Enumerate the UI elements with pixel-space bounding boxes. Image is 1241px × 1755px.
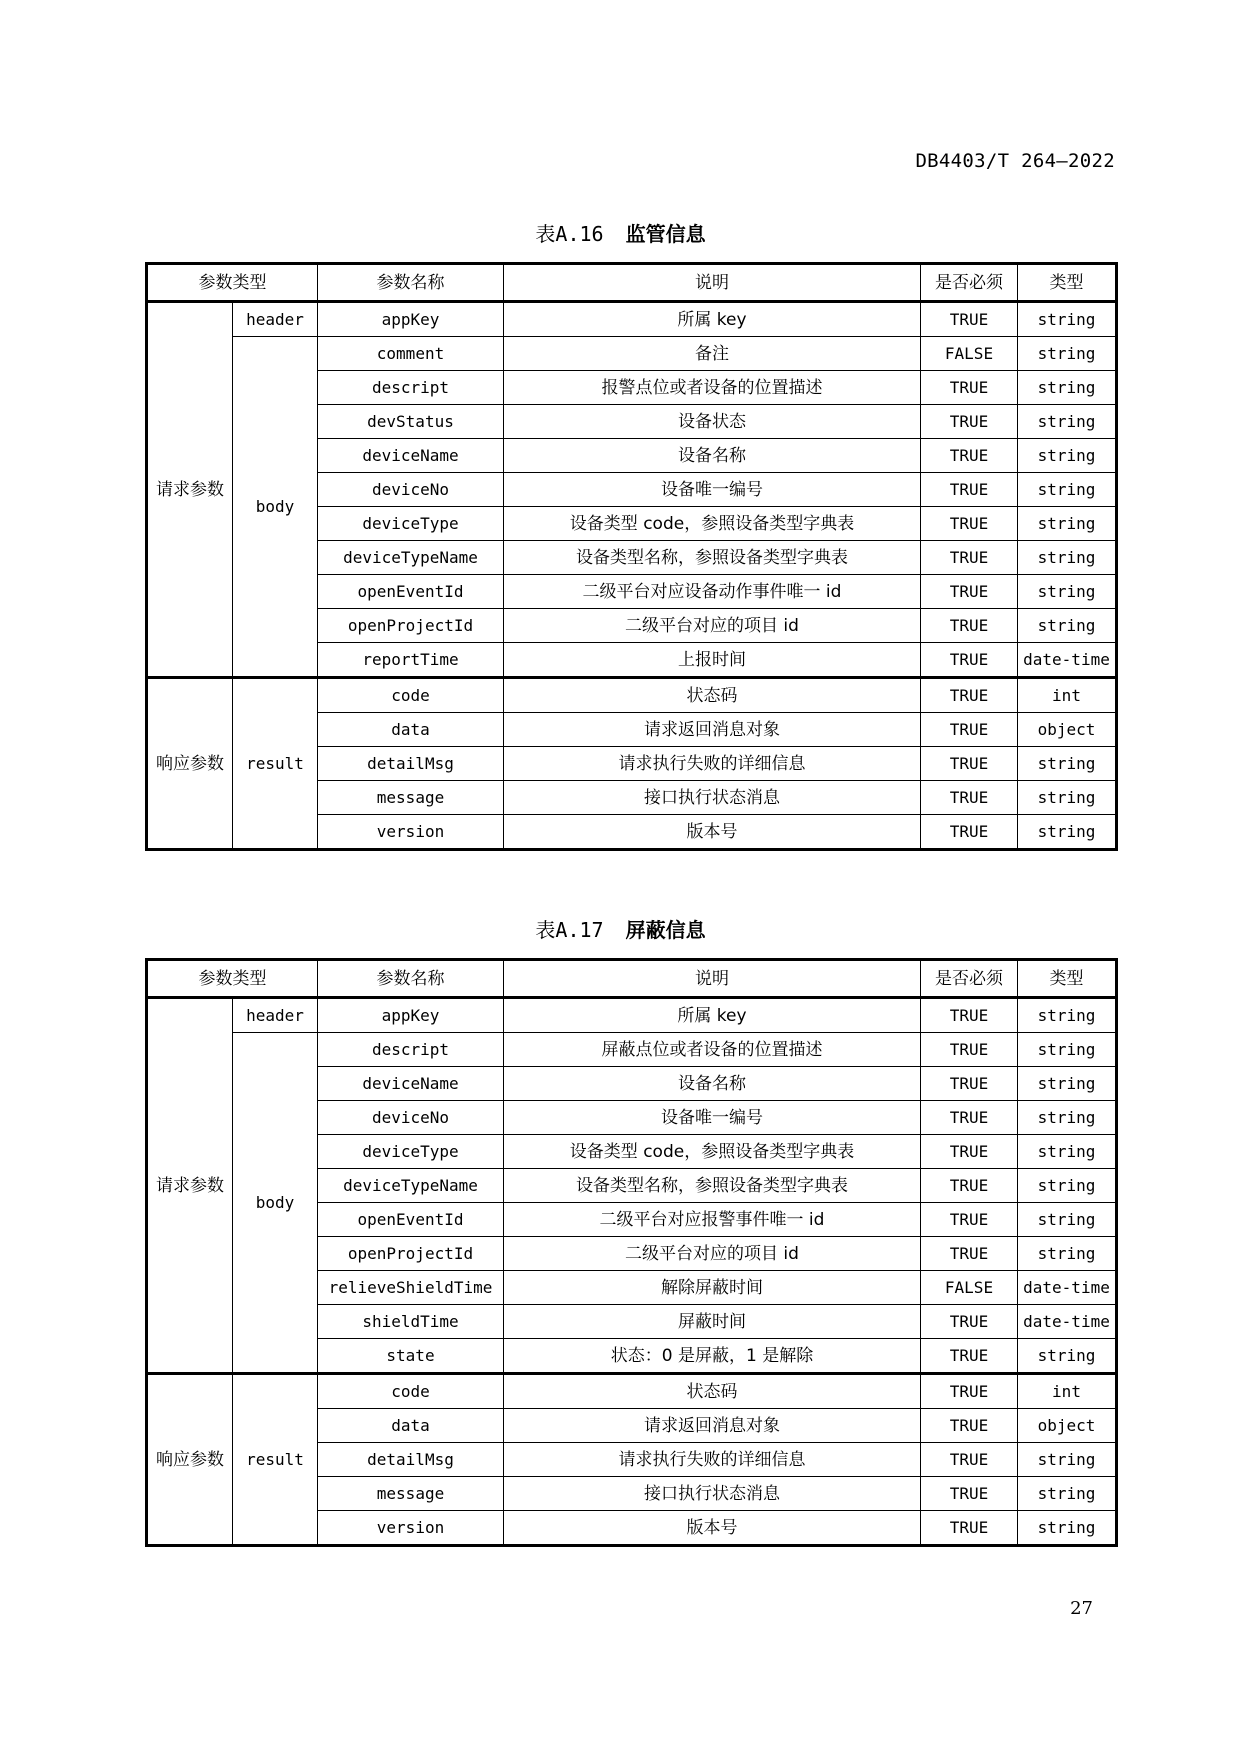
- param-name: relieveShieldTime: [318, 1271, 504, 1305]
- param-description: 状态码: [504, 1374, 921, 1409]
- param-type: string: [1018, 302, 1117, 337]
- param-description: 所属 key: [504, 302, 921, 337]
- param-name: openProjectId: [318, 1237, 504, 1271]
- param-type: string: [1018, 575, 1117, 609]
- param-type: string: [1018, 747, 1117, 781]
- table-caption: 屏蔽信息: [625, 918, 706, 942]
- param-required: TRUE: [921, 473, 1018, 507]
- param-description: 所属 key: [504, 998, 921, 1033]
- param-required: TRUE: [921, 1067, 1018, 1101]
- param-required: TRUE: [921, 1203, 1018, 1237]
- col-type: 类型: [1018, 264, 1117, 302]
- param-name: reportTime: [318, 643, 504, 678]
- table-a17-title: [0, 914, 1241, 943]
- param-description: 二级平台对应报警事件唯一 id: [504, 1203, 921, 1237]
- param-description: 版本号: [504, 815, 921, 850]
- param-name: deviceTypeName: [318, 1169, 504, 1203]
- param-description: 设备唯一编号: [504, 1101, 921, 1135]
- param-required: TRUE: [921, 507, 1018, 541]
- col-param-type: 参数类型: [147, 264, 318, 302]
- param-type: string: [1018, 1169, 1117, 1203]
- param-description: 二级平台对应设备动作事件唯一 id: [504, 575, 921, 609]
- param-name: appKey: [318, 998, 504, 1033]
- table-a16-title: [0, 218, 1241, 247]
- param-description: 解除屏蔽时间: [504, 1271, 921, 1305]
- param-description: 请求返回消息对象: [504, 713, 921, 747]
- param-description: 请求执行失败的详细信息: [504, 1443, 921, 1477]
- table-row: [147, 1374, 1117, 1409]
- param-description: 设备类型名称，参照设备类型字典表: [504, 541, 921, 575]
- table-row: [147, 998, 1117, 1033]
- param-name: code: [318, 1374, 504, 1409]
- col-description: 说明: [504, 264, 921, 302]
- param-type: string: [1018, 781, 1117, 815]
- param-description: 屏蔽点位或者设备的位置描述: [504, 1033, 921, 1067]
- param-required: TRUE: [921, 439, 1018, 473]
- param-name: detailMsg: [318, 747, 504, 781]
- request-params-label: 请求参数: [147, 302, 233, 678]
- param-description: 设备状态: [504, 405, 921, 439]
- param-name: message: [318, 1477, 504, 1511]
- param-name: detailMsg: [318, 1443, 504, 1477]
- param-name: devStatus: [318, 405, 504, 439]
- param-description: 设备名称: [504, 439, 921, 473]
- param-required: FALSE: [921, 337, 1018, 371]
- header-group-label: header: [233, 302, 318, 337]
- param-description: 状态：0 是屏蔽，1 是解除: [504, 1339, 921, 1374]
- param-required: TRUE: [921, 1101, 1018, 1135]
- param-required: TRUE: [921, 1339, 1018, 1374]
- param-type: string: [1018, 439, 1117, 473]
- param-name: openEventId: [318, 575, 504, 609]
- param-description: 接口执行状态消息: [504, 1477, 921, 1511]
- param-required: TRUE: [921, 1135, 1018, 1169]
- table-row: [147, 1033, 1117, 1067]
- param-name: descript: [318, 1033, 504, 1067]
- header-group-label: header: [233, 998, 318, 1033]
- param-required: TRUE: [921, 1033, 1018, 1067]
- param-name: deviceName: [318, 1067, 504, 1101]
- param-description: 二级平台对应的项目 id: [504, 1237, 921, 1271]
- result-group-label: result: [233, 678, 318, 850]
- body-group-label: body: [233, 337, 318, 678]
- param-type: object: [1018, 1409, 1117, 1443]
- table-number: 表A.17: [535, 918, 604, 942]
- param-type: string: [1018, 541, 1117, 575]
- param-required: TRUE: [921, 1409, 1018, 1443]
- param-name: comment: [318, 337, 504, 371]
- param-type: string: [1018, 473, 1117, 507]
- param-name: deviceNo: [318, 1101, 504, 1135]
- param-description: 二级平台对应的项目 id: [504, 609, 921, 643]
- table-row: [147, 302, 1117, 337]
- request-params-label: 请求参数: [147, 998, 233, 1374]
- param-type: string: [1018, 1067, 1117, 1101]
- param-required: FALSE: [921, 1271, 1018, 1305]
- param-name: appKey: [318, 302, 504, 337]
- param-name: openProjectId: [318, 609, 504, 643]
- table-row: [147, 337, 1117, 371]
- param-required: TRUE: [921, 405, 1018, 439]
- param-name: openEventId: [318, 1203, 504, 1237]
- param-required: TRUE: [921, 747, 1018, 781]
- param-name: deviceNo: [318, 473, 504, 507]
- page-number: 27: [1070, 1598, 1093, 1619]
- param-type: date-time: [1018, 643, 1117, 678]
- param-type: string: [1018, 405, 1117, 439]
- header-row: [147, 960, 1117, 998]
- param-description: 报警点位或者设备的位置描述: [504, 371, 921, 405]
- response-params-label: 响应参数: [147, 678, 233, 850]
- param-required: TRUE: [921, 781, 1018, 815]
- response-params-label: 响应参数: [147, 1374, 233, 1546]
- param-required: TRUE: [921, 1477, 1018, 1511]
- param-description: 设备类型 code，参照设备类型字典表: [504, 1135, 921, 1169]
- col-description: 说明: [504, 960, 921, 998]
- col-param-type: 参数类型: [147, 960, 318, 998]
- param-name: state: [318, 1339, 504, 1374]
- param-type: string: [1018, 337, 1117, 371]
- param-description: 接口执行状态消息: [504, 781, 921, 815]
- param-name: deviceTypeName: [318, 541, 504, 575]
- table-a17: [145, 958, 1118, 1547]
- param-required: TRUE: [921, 1169, 1018, 1203]
- param-type: string: [1018, 1511, 1117, 1546]
- table-number: 表A.16: [535, 222, 604, 246]
- header-row: [147, 264, 1117, 302]
- param-required: TRUE: [921, 643, 1018, 678]
- param-type: string: [1018, 1203, 1117, 1237]
- param-description: 备注: [504, 337, 921, 371]
- param-description: 设备类型名称，参照设备类型字典表: [504, 1169, 921, 1203]
- col-required: 是否必须: [921, 960, 1018, 998]
- col-param-name: 参数名称: [318, 960, 504, 998]
- param-type: string: [1018, 1339, 1117, 1374]
- param-required: TRUE: [921, 1374, 1018, 1409]
- param-name: version: [318, 815, 504, 850]
- param-required: TRUE: [921, 575, 1018, 609]
- param-type: string: [1018, 1101, 1117, 1135]
- param-required: TRUE: [921, 541, 1018, 575]
- param-description: 设备名称: [504, 1067, 921, 1101]
- param-type: string: [1018, 1237, 1117, 1271]
- param-type: string: [1018, 1477, 1117, 1511]
- param-description: 请求执行失败的详细信息: [504, 747, 921, 781]
- param-type: object: [1018, 713, 1117, 747]
- param-required: TRUE: [921, 1237, 1018, 1271]
- param-type: date-time: [1018, 1305, 1117, 1339]
- param-description: 请求返回消息对象: [504, 1409, 921, 1443]
- col-required: 是否必须: [921, 264, 1018, 302]
- param-type: string: [1018, 507, 1117, 541]
- param-name: data: [318, 713, 504, 747]
- param-type: string: [1018, 815, 1117, 850]
- param-required: TRUE: [921, 713, 1018, 747]
- table-caption: 监管信息: [625, 222, 706, 246]
- param-required: TRUE: [921, 1305, 1018, 1339]
- table-row: [147, 678, 1117, 713]
- param-required: TRUE: [921, 1511, 1018, 1546]
- param-type: string: [1018, 609, 1117, 643]
- param-name: shieldTime: [318, 1305, 504, 1339]
- col-param-name: 参数名称: [318, 264, 504, 302]
- param-type: string: [1018, 998, 1117, 1033]
- param-type: date-time: [1018, 1271, 1117, 1305]
- param-name: deviceType: [318, 1135, 504, 1169]
- param-description: 状态码: [504, 678, 921, 713]
- param-required: TRUE: [921, 678, 1018, 713]
- param-name: version: [318, 1511, 504, 1546]
- param-type: int: [1018, 1374, 1117, 1409]
- param-type: string: [1018, 1135, 1117, 1169]
- result-group-label: result: [233, 1374, 318, 1546]
- col-type: 类型: [1018, 960, 1117, 998]
- param-type: string: [1018, 1443, 1117, 1477]
- param-required: TRUE: [921, 1443, 1018, 1477]
- param-description: 设备唯一编号: [504, 473, 921, 507]
- param-required: TRUE: [921, 371, 1018, 405]
- param-required: TRUE: [921, 609, 1018, 643]
- param-name: data: [318, 1409, 504, 1443]
- param-type: int: [1018, 678, 1117, 713]
- param-name: descript: [318, 371, 504, 405]
- param-required: TRUE: [921, 815, 1018, 850]
- param-description: 版本号: [504, 1511, 921, 1546]
- param-name: code: [318, 678, 504, 713]
- param-name: message: [318, 781, 504, 815]
- table-a16: [145, 262, 1118, 851]
- param-type: string: [1018, 371, 1117, 405]
- param-name: deviceType: [318, 507, 504, 541]
- param-description: 屏蔽时间: [504, 1305, 921, 1339]
- param-name: deviceName: [318, 439, 504, 473]
- param-type: string: [1018, 1033, 1117, 1067]
- body-group-label: body: [233, 1033, 318, 1374]
- param-required: TRUE: [921, 302, 1018, 337]
- param-description: 上报时间: [504, 643, 921, 678]
- param-required: TRUE: [921, 998, 1018, 1033]
- param-description: 设备类型 code，参照设备类型字典表: [504, 507, 921, 541]
- document-id: DB4403/T 264—2022: [915, 150, 1115, 172]
